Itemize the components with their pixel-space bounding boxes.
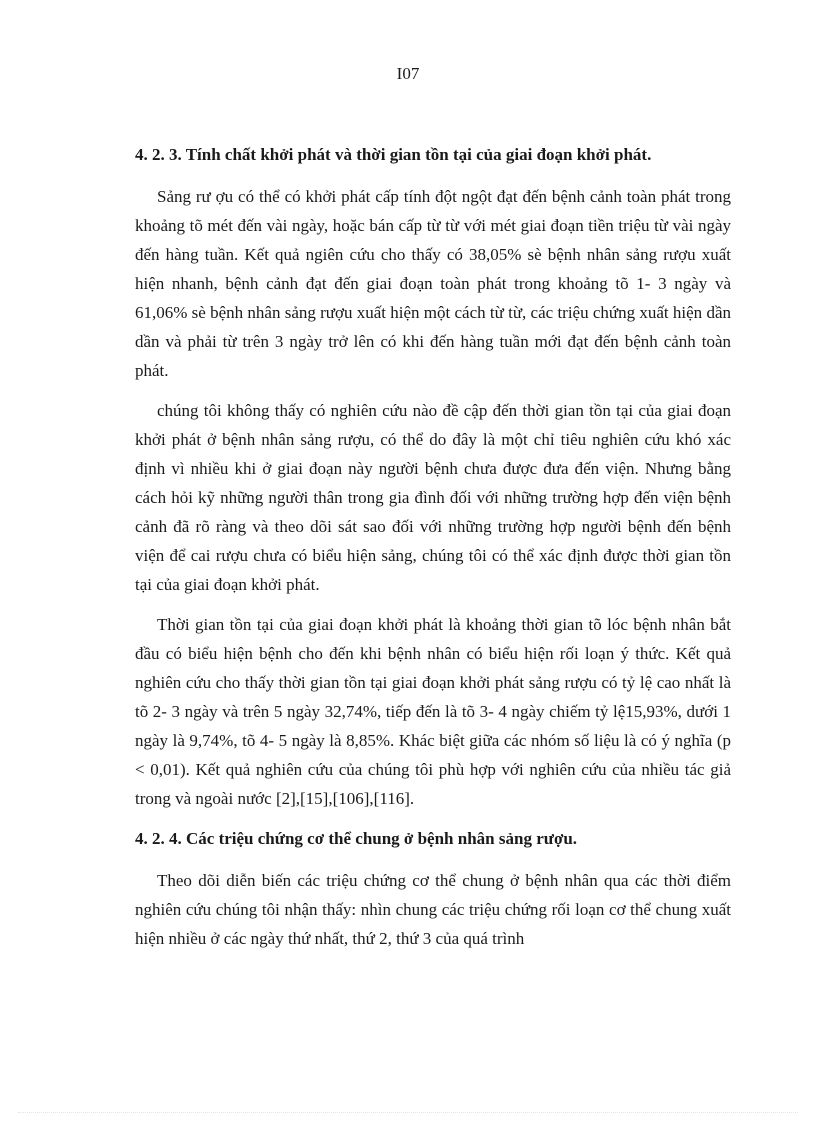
paragraph: chúng tôi không thấy có nghiên cứu nào đề cập đến thời gian tồn tại của giai đoạn khởi phát ở bệnh nhân sảng rượu, có thể do đây là một chỉ tiêu nghiên cứu khó xác định vì nhiều khi ở giai đoạn này người bệnh chưa được đưa đến viện. Nhưng bằng cách hỏi kỹ những người thân trong gia đình đối với những trường hợp đến viện bệnh cảnh đã rõ ràng và theo dõi sát sao đối với những trường hợp người bệnh đến bệnh viện để cai rượu chưa có biểu hiện sảng, chúng tôi có thể xác định được thời gian tồn tại của giai đoạn khởi phát.	[135, 401, 731, 594]
paragraph: Thời gian tồn tại của giai đoạn khởi phát là khoảng thời gian tõ lóc bệnh nhân bắt đầu có biểu hiện bệnh cho đến khi bệnh nhân có biểu hiện rối loạn ý thức. Kết quả nghiên cứu cho thấy thời gian tồn tại giai đoạn khởi phát sảng rượu có tỷ lệ cao nhất là tõ 2- 3 ngày và trên 5 ngày 32,74%, tiếp đến là tõ 3- 4 ngày chiếm tỷ lệ15,93%, dưới 1 ngày là 9,74%, tõ 4- 5 ngày là 8,85%. Khác biệt giữa các nhóm số liệu là có ý nghĩa (p < 0,01). Kết quả nghiên cứu của chúng tôi phù hợp với nghiên cứu của nhiều tác giả trong và ngoài nước [2],[15],[106],[116].	[135, 615, 731, 808]
page-number: I07	[396, 64, 420, 83]
paragraph: Theo dõi diễn biến các triệu chứng cơ thể chung ở bệnh nhân qua các thời điểm nghiên cứu chúng tôi nhận thấy: nhìn chung các triệu chứng rối loạn cơ thể chung xuất hiện nhiều ở các ngày thứ nhất, thứ 2, thứ 3 của quá trình	[135, 871, 731, 948]
paragraph: Sảng rư ợu có thể có khởi phát cấp tính đột ngột đạt đến bệnh cảnh toàn phát trong khoảng tõ mét đến vài ngày, hoặc bán cấp từ từ với mét giai đoạn tiền triệu từ vài ngày đến hàng tuần. Kết quả ngiên cứu cho thấy có 38,05% sè bệnh nhân sảng rượu xuất hiện nhanh, bệnh cảnh đạt đến giai đoạn toàn phát trong khoảng tõ 1- 3 ngày và 61,06% sè bệnh nhân sảng rượu xuất hiện một cách từ từ, các triệu chứng xuất hiện dần dần và phải từ trên 3 ngày trở lên có khi đến hàng tuần mới đạt đến bệnh cảnh toàn phát.	[135, 187, 731, 380]
page-content	[135, 140, 731, 964]
section-heading-4-2-3: 4. 2. 3. Tính chất khởi phát và thời gian tồn tại của giai đoạn khởi phát.	[135, 145, 652, 164]
section-heading-4-2-4: 4. 2. 4. Các triệu chứng cơ thể chung ở bệnh nhân sảng rượu.	[135, 829, 578, 848]
